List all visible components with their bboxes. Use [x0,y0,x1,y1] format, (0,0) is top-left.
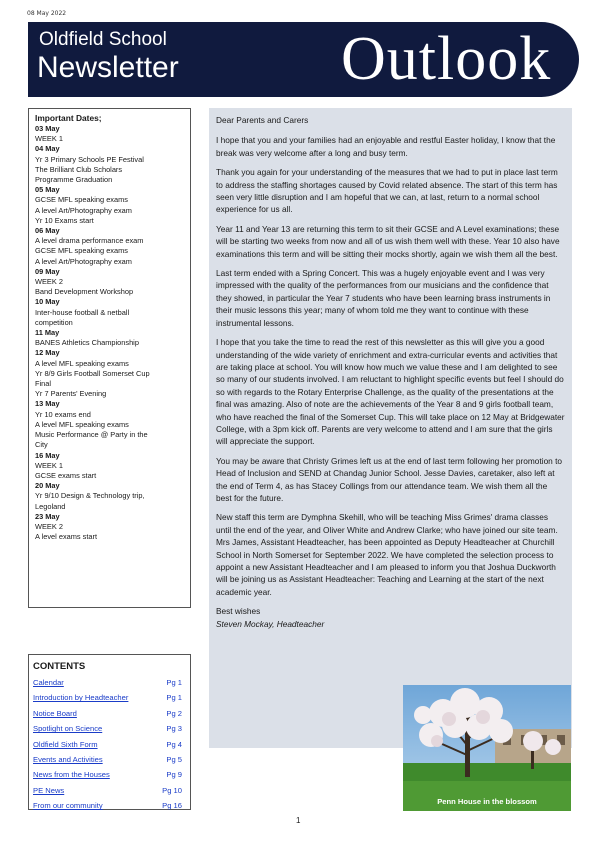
newsletter-label: Newsletter [37,51,179,84]
date-heading: 06 May [35,226,60,236]
contents-item [33,721,184,736]
date-event: WEEK 1 [35,460,63,470]
date-heading: 11 May [35,328,60,338]
contents-item [33,737,184,752]
date-heading: 10 May [35,297,60,307]
contents-page-ref: Pg 16 [162,801,182,811]
date-event: Yr 3 Primary Schools PE Festival [35,154,144,164]
letter-paragraph: Thank you again for your understanding of the measures that we had to put in place last term to address the staffing shortages caused by Covid related absence. The start of this term has seen very little disruption and I am hopeful that we can, at last, return to a normal school experience for us all. [216,167,558,215]
letter-paragraph: Year 11 and Year 13 are returning this term to sit their GCSE and A Level examinations; these will be starting two weeks from now and all of us wish them well with these. Year 10 also have examinations this term and will be sitting their mocks shortly, again we wish them all the best. [216,223,560,259]
date-event: City [35,440,48,450]
contents-page-ref: Pg 5 [166,755,182,765]
date-event: A level drama performance exam [35,236,144,246]
contents-item [33,798,184,813]
headteacher-letter [209,108,572,748]
date-event: Yr 7 Parents' Evening [35,389,107,399]
contents-item [33,783,184,798]
date-event: Yr 9/10 Design & Technology trip, [35,491,145,501]
date-heading: 03 May [35,124,60,133]
letter-paragraph: New staff this term are Dymphna Skehill, who will be teaching Miss Grimes' drama classes until the end of the year, and Oliver White and Andrew Clarke; who have joined our site team. Mrs James, Assistant Headteacher, has been appointed as Deputy Headteacher at Churchill School in North Somerset for September 2022. We have completed the selection process to appoint a new Assistant Headteacher and I am pleased to inform you that Joshua Duckworth will be joining us as Assistant Headteacher: Teaching and Learning at the start of the next academic year. [216,512,558,597]
date-event: A level MFL speaking exams [35,419,129,429]
page-number: 1 [296,816,301,825]
letter-paragraph: Last term ended with a Spring Concert. This was a hugely enjoyable event and I was very impressed with the quality of the performances from our musicians and the confidence that they showed, in particular the Year 7 students who have been learning brass instruments in their music lessons this year; many of whom told me they want to continue with these instrumental lessons. [216,268,551,328]
contents-link[interactable]: Oldfield Sixth Form [33,739,98,749]
date-heading: 04 May [35,144,60,154]
issue-date: 08 May 2022 [27,10,67,17]
contents-page-ref: Pg 10 [162,785,182,795]
contents-item [33,767,184,782]
letter-closing: Best wishes [216,606,261,617]
blossom-photo [403,685,571,811]
contents-link[interactable]: News from the Houses [33,770,110,780]
date-event: WEEK 2 [35,277,63,287]
date-heading: 16 May [35,450,60,460]
contents-link[interactable]: From our community [33,801,103,811]
newsletter-brand: Outlook [341,25,552,93]
letter-signoff [216,605,396,630]
date-event: A level exams start [35,532,98,542]
date-heading: 13 May [35,399,60,409]
contents-link[interactable]: Notice Board [33,708,77,718]
contents-title: CONTENTS [33,661,86,672]
date-event: Yr 10 exams end [35,409,91,419]
date-event: A level MFL speaking exams [35,358,129,368]
contents-item [33,675,184,690]
date-event: Yr 8/9 Girls Football Somerset Cup [35,368,150,378]
important-dates-panel [28,108,191,608]
contents-item [33,690,184,705]
date-event: A level Art/Photography exam [35,205,132,215]
contents-item [33,706,184,721]
date-event: Legoland [35,501,66,511]
date-event: WEEK 1 [35,134,63,144]
contents-link[interactable]: Calendar [33,678,64,687]
letter-salutation: Dear Parents and Carers [216,115,309,125]
letter-paragraph: You may be aware that Christy Grimes left us at the end of last term following her promotion to Head of Inclusion and SEND at Chandag Junior School. Jesse Davies, caretaker, also left at the end of Term 4, as has Stacey Collings from our attendance team. We wish them all the best for the future. [216,455,563,503]
date-event: Inter-house football & netball [35,307,130,317]
date-event: Yr 10 Exams start [35,215,94,225]
letter-paragraph: I hope that you and your families had an enjoyable and restful Easter holiday, I know that the break was very welcome after a long and busy term. [216,135,556,158]
date-heading: 23 May [35,511,60,521]
date-event: WEEK 2 [35,521,63,531]
date-event: competition [35,317,73,327]
newsletter-banner [28,22,579,97]
date-event: BANES Athletics Championship [35,338,139,348]
contents-page-ref: Pg 2 [166,708,182,718]
contents-page-ref: Pg 4 [166,739,182,749]
important-dates-title: Important Dates; [35,113,102,123]
date-event: Programme Graduation [35,175,113,185]
contents-link[interactable]: Events and Activities [33,755,103,765]
date-event: GCSE MFL speaking exams [35,195,128,205]
contents-list [33,675,184,814]
contents-link[interactable]: Introduction by Headteacher [33,693,129,703]
letter-body [216,134,565,598]
contents-page-ref: Pg 3 [166,724,182,734]
blossom-tree-image [403,685,571,811]
photo-caption: Penn House in the blossom [437,797,537,806]
date-heading: 12 May [35,348,60,358]
date-heading: 05 May [35,185,60,195]
contents-page-ref: Pg 1 [166,678,182,687]
contents-panel [28,654,191,810]
date-event: Final [35,379,52,389]
contents-item [33,752,184,767]
school-name: Oldfield School [39,29,167,50]
date-event: The Brilliant Club Scholars [35,164,123,174]
contents-link[interactable]: PE News [33,785,65,795]
date-heading: 09 May [35,266,60,276]
contents-link[interactable]: Spotlight on Science [33,724,103,734]
date-heading: 20 May [35,481,60,491]
date-event: Music Performance @ Party in the [35,430,148,440]
important-dates-list [35,124,190,542]
date-event: GCSE MFL speaking exams [35,246,128,256]
contents-page-ref: Pg 1 [166,693,182,703]
letter-signature: Steven Mockay, Headteacher [216,618,325,629]
date-event: A level Art/Photography exam [35,256,132,266]
contents-page-ref: Pg 9 [166,770,182,780]
letter-paragraph: I hope that you take the time to read the rest of this newsletter as this will give you a good understanding of the wide variety of enrichment and extra-curricular events and activities that are taking place at school. You will know how much we value these and I am delighted to see so many of our students involved. I am reluctant to highlight specific events but feel I should do so with regards to the Rotary Enterprise Challenge, as the quality of the presentations at the final was amazing. Also of note are the achievements of the Year 8 and 9 girls football team, who have reached the final of the Somerset Cup. This will take place on 12 May at Bridgewater College, with a 3pm kick off. Parents are very welcome to attend and I am sure that the girls will appreciate the support. [216,337,565,447]
date-event: Band Development Workshop [35,287,134,297]
date-event: GCSE exams start [35,470,97,480]
